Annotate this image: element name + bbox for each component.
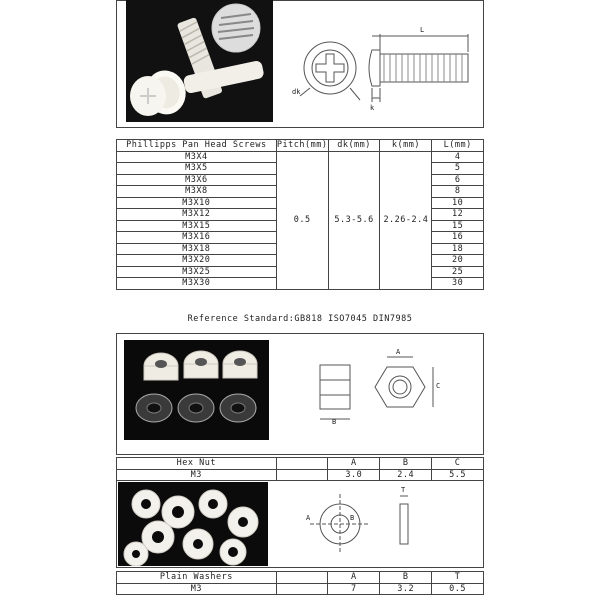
screw-size: M3X4	[117, 151, 277, 163]
screw-label-k: k	[370, 104, 375, 112]
hex-nut-label-b: B	[332, 418, 337, 426]
table-row	[117, 151, 484, 163]
header-k: k(mm)	[380, 140, 432, 152]
hex-nut-a-value: 3.0	[328, 469, 380, 481]
screw-table-header	[117, 140, 484, 152]
washer-size: M3	[117, 583, 277, 595]
screw-length: 10	[432, 197, 484, 209]
screw-label-dk: dk	[292, 88, 301, 96]
screw-size: M3X10	[117, 197, 277, 209]
hex-nut-c-value: 5.5	[432, 469, 484, 481]
screw-size: M3X30	[117, 278, 277, 290]
hex-nut-header-c: C	[432, 458, 484, 470]
screw-size: M3X15	[117, 220, 277, 232]
screw-length: 4	[432, 151, 484, 163]
screw-length: 15	[432, 220, 484, 232]
screw-size: M3X18	[117, 243, 277, 255]
screw-label-l: L	[420, 26, 425, 34]
hex-nut-size: M3	[117, 469, 277, 481]
washer-drawing	[300, 486, 450, 558]
screw-photo	[126, 0, 273, 122]
washer-empty	[276, 583, 328, 595]
screw-size: M3X25	[117, 266, 277, 278]
header-dk: dk(mm)	[328, 140, 380, 152]
screw-length: 18	[432, 243, 484, 255]
washer-header-a: A	[328, 572, 380, 584]
screw-length: 30	[432, 278, 484, 290]
washer-t-value: 0.5	[432, 583, 484, 595]
hex-nut-blank	[276, 458, 328, 470]
pitch-value: 0.5	[276, 151, 328, 289]
screw-length: 16	[432, 232, 484, 244]
screw-length: 25	[432, 266, 484, 278]
screw-size: M3X16	[117, 232, 277, 244]
header-pitch: Pitch(mm)	[276, 140, 328, 151]
screw-size: M3X12	[117, 209, 277, 221]
hex-nut-header-a: A	[328, 458, 380, 470]
washer-b-value: 3.2	[380, 583, 432, 595]
hex-nut-header	[117, 458, 484, 470]
header-screw-type: Phillipps Pan Head Screws	[117, 140, 277, 152]
table-row	[117, 469, 484, 481]
screw-length: 12	[432, 209, 484, 221]
hex-nut-empty	[276, 469, 328, 481]
hex-nut-label-c: C	[436, 382, 441, 390]
dk-value: 5.3-5.6	[328, 151, 380, 289]
hex-nut-table	[116, 457, 484, 481]
screw-size: M3X6	[117, 174, 277, 186]
washer-label-a: A	[306, 514, 311, 522]
screw-drawing	[280, 8, 480, 118]
screw-length: 20	[432, 255, 484, 267]
washer-header-b: B	[380, 572, 432, 584]
reference-standard: Reference Standard:GB818 ISO7045 DIN7985	[187, 314, 413, 324]
washer-header	[117, 572, 484, 584]
hex-nut-b-value: 2.4	[380, 469, 432, 481]
screw-length: 6	[432, 174, 484, 186]
screw-spec-table	[116, 139, 484, 290]
screw-length: 8	[432, 186, 484, 198]
washer-title: Plain Washers	[117, 572, 277, 584]
washer-table	[116, 571, 484, 595]
screw-length: 5	[432, 163, 484, 175]
hex-nut-header-b: B	[380, 458, 432, 470]
washer-header-t: T	[432, 572, 484, 584]
header-length: L(mm)	[432, 140, 484, 152]
hex-nut-photo	[124, 340, 269, 440]
table-row	[117, 583, 484, 595]
washer-photo	[118, 482, 268, 566]
hex-nut-drawing	[300, 345, 450, 435]
hex-nut-label-a: A	[396, 348, 401, 356]
screw-size: M3X5	[117, 163, 277, 175]
hex-nut-title: Hex Nut	[117, 458, 277, 470]
k-value: 2.26-2.4	[380, 151, 432, 289]
screw-size: M3X8	[117, 186, 277, 198]
screw-size: M3X20	[117, 255, 277, 267]
washer-blank	[276, 572, 328, 584]
washer-a-value: 7	[328, 583, 380, 595]
washer-label-t: T	[401, 486, 406, 494]
washer-label-b: B	[350, 514, 355, 522]
